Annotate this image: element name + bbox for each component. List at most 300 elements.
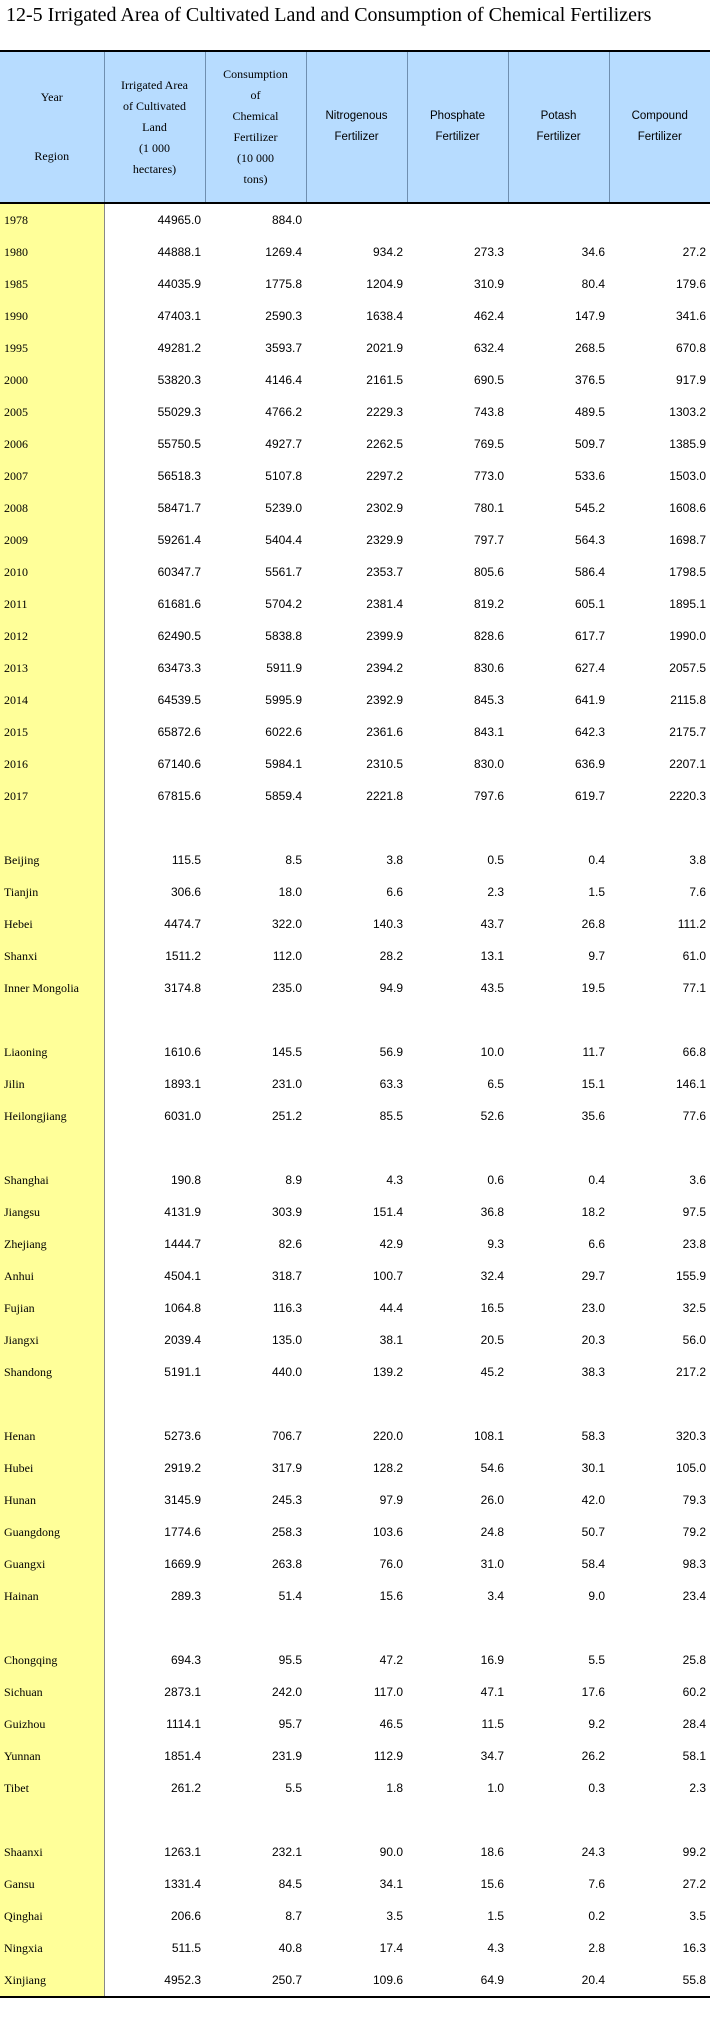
value-cell: 320.3 <box>675 1429 706 1443</box>
value-cell: 1511.2 <box>165 949 201 963</box>
empty-cell <box>104 1804 205 1836</box>
value-cell: 303.9 <box>271 1205 302 1219</box>
header-phosphate: Phosphate Fertilizer <box>407 51 508 203</box>
row-label: Tianjin <box>0 876 104 908</box>
value-cell: 15.1 <box>581 1077 605 1091</box>
row-label: 2014 <box>0 684 104 716</box>
row-label: Gansu <box>0 1868 104 1900</box>
value-cell: 4474.7 <box>164 917 201 931</box>
table-row <box>0 620 710 652</box>
value-cell: 206.6 <box>170 1909 201 1923</box>
value-cell: 1.0 <box>487 1781 504 1795</box>
value-cell: 84.5 <box>278 1877 302 1891</box>
value-cell: 1.5 <box>487 1909 504 1923</box>
value-cell: 1698.7 <box>669 533 706 547</box>
value-cell: 1608.6 <box>669 501 706 515</box>
value-cell: 55029.3 <box>157 405 201 419</box>
table-row <box>0 524 710 556</box>
value-cell: 3.6 <box>689 1173 706 1187</box>
value-cell: 586.4 <box>574 565 605 579</box>
value-cell: 147.9 <box>574 309 605 323</box>
value-cell: 318.7 <box>271 1269 302 1283</box>
value-cell: 3145.9 <box>164 1493 201 1507</box>
value-cell: 27.2 <box>682 245 706 259</box>
value-cell: 58471.7 <box>157 501 201 515</box>
value-cell: 49281.2 <box>157 341 201 355</box>
value-cell: 2207.1 <box>669 757 706 771</box>
value-cell: 845.3 <box>473 693 504 707</box>
value-cell: 251.2 <box>271 1109 302 1123</box>
empty-cell <box>104 1132 205 1164</box>
value-cell: 11.7 <box>582 1045 605 1059</box>
value-cell: 135.0 <box>271 1333 302 1347</box>
value-cell: 145.5 <box>271 1045 302 1059</box>
row-label: 2000 <box>0 364 104 396</box>
table-row <box>0 332 710 364</box>
value-cell: 29.7 <box>581 1269 605 1283</box>
value-cell: 35.6 <box>581 1109 605 1123</box>
row-label <box>0 812 104 844</box>
value-cell: 11.5 <box>481 1717 504 1731</box>
empty-cell <box>306 1804 407 1836</box>
row-label: Jiangsu <box>0 1196 104 1228</box>
value-cell: 7.6 <box>689 885 706 899</box>
value-cell: 7.6 <box>588 1877 605 1891</box>
value-cell: 545.2 <box>574 501 605 515</box>
empty-cell <box>609 1004 710 1036</box>
value-cell: 20.4 <box>508 1964 609 1997</box>
value-cell: 77.6 <box>682 1109 706 1123</box>
value-cell: 4.3 <box>386 1173 403 1187</box>
value-cell: 917.9 <box>675 373 706 387</box>
value-cell: 1775.8 <box>265 277 302 291</box>
value-cell: 5191.1 <box>164 1365 201 1379</box>
value-cell: 1798.5 <box>669 565 706 579</box>
value-cell: 6.6 <box>386 885 403 899</box>
header-consumption: Consumption of Chemical Fertilizer (10 000 tons) <box>205 51 306 203</box>
value-cell: 140.3 <box>372 917 403 931</box>
value-cell: 341.6 <box>675 309 706 323</box>
value-cell: 8.9 <box>285 1173 302 1187</box>
value-cell: 47.1 <box>480 1685 504 1699</box>
row-label <box>0 1004 104 1036</box>
value-cell: 3593.7 <box>265 341 302 355</box>
value-cell: 1638.4 <box>366 309 403 323</box>
table-header <box>0 51 710 203</box>
table-row <box>0 1676 710 1708</box>
value-cell: 797.7 <box>473 533 504 547</box>
value-cell: 4131.9 <box>164 1205 201 1219</box>
table-row <box>0 1580 710 1612</box>
value-cell: 235.0 <box>271 981 302 995</box>
row-label <box>0 1612 104 1644</box>
empty-cell <box>508 1612 609 1644</box>
row-label: Tibet <box>0 1772 104 1804</box>
value-cell: 2302.9 <box>366 501 403 515</box>
value-cell: 52.6 <box>480 1109 504 1123</box>
value-cell: 2.3 <box>689 1781 706 1795</box>
row-label: 1990 <box>0 300 104 332</box>
value-cell: 179.6 <box>675 277 706 291</box>
value-cell: 47403.1 <box>157 309 201 323</box>
value-cell: 641.9 <box>574 693 605 707</box>
value-cell: 1610.6 <box>164 1045 201 1059</box>
row-label: 2017 <box>0 780 104 812</box>
value-cell: 1.5 <box>588 885 605 899</box>
value-cell: 6031.0 <box>164 1109 201 1123</box>
value-cell: 38.3 <box>581 1365 605 1379</box>
table-row <box>0 1356 710 1388</box>
empty-cell <box>609 1388 710 1420</box>
value-cell: 80.4 <box>581 277 605 291</box>
value-cell: 97.9 <box>379 1493 403 1507</box>
value-cell: 111.2 <box>677 917 706 931</box>
value-cell: 627.4 <box>574 661 605 675</box>
row-label: 1985 <box>0 268 104 300</box>
value-cell: 310.9 <box>473 277 504 291</box>
value-cell: 322.0 <box>271 917 302 931</box>
row-label: 2011 <box>0 588 104 620</box>
value-cell: 17.6 <box>581 1685 605 1699</box>
table-row <box>0 492 710 524</box>
value-cell: 2220.3 <box>669 789 706 803</box>
value-cell: 23.4 <box>682 1589 706 1603</box>
value-cell: 26.2 <box>581 1749 605 1763</box>
empty-cell <box>407 1804 508 1836</box>
value-cell: 4766.2 <box>265 405 302 419</box>
value-cell: 3.8 <box>386 853 403 867</box>
empty-cell <box>609 812 710 844</box>
empty-cell <box>205 1004 306 1036</box>
table-row <box>0 268 710 300</box>
row-label: 2008 <box>0 492 104 524</box>
empty-cell <box>104 812 205 844</box>
value-cell: 1064.8 <box>164 1301 201 1315</box>
value-cell: 34.7 <box>480 1749 504 1763</box>
value-cell: 1893.1 <box>164 1077 201 1091</box>
value-cell: 46.5 <box>379 1717 403 1731</box>
value-cell: 66.8 <box>682 1045 706 1059</box>
value-cell: 103.6 <box>372 1525 403 1539</box>
row-label: 2005 <box>0 396 104 428</box>
row-label: Beijing <box>0 844 104 876</box>
row-label: Shaanxi <box>0 1836 104 1868</box>
row-label: Jiangxi <box>0 1324 104 1356</box>
empty-cell <box>609 1132 710 1164</box>
row-label: Guangxi <box>0 1548 104 1580</box>
value-cell: 26.8 <box>581 917 605 931</box>
value-cell: 31.0 <box>480 1557 504 1571</box>
value-cell: 0.2 <box>588 1909 605 1923</box>
table-row <box>0 684 710 716</box>
row-label: Heilongjiang <box>0 1100 104 1132</box>
value-cell: 0.3 <box>588 1781 605 1795</box>
value-cell: 511.5 <box>171 1941 201 1955</box>
spacer-row <box>0 1388 710 1420</box>
value-cell: 2021.9 <box>366 341 403 355</box>
value-cell: 2262.5 <box>366 437 403 451</box>
table-row <box>0 1708 710 1740</box>
value-cell: 462.4 <box>473 309 504 323</box>
table-row <box>0 1644 710 1676</box>
value-cell: 5.5 <box>285 1781 302 1795</box>
value-cell: 155.9 <box>675 1269 706 1283</box>
row-label: Qinghai <box>0 1900 104 1932</box>
value-cell: 884.0 <box>271 213 302 227</box>
value-cell: 5911.9 <box>266 661 302 675</box>
value-cell: 63473.3 <box>157 661 201 675</box>
value-cell: 18.0 <box>278 885 302 899</box>
value-cell: 94.9 <box>379 981 403 995</box>
value-cell: 1.8 <box>386 1781 403 1795</box>
value-cell: 97.5 <box>682 1205 706 1219</box>
table-body <box>0 203 710 1997</box>
table-row <box>0 556 710 588</box>
value-cell: 112.9 <box>373 1749 403 1763</box>
table-row <box>0 908 710 940</box>
value-cell: 564.3 <box>574 533 605 547</box>
value-cell: 317.9 <box>271 1461 302 1475</box>
value-cell: 289.3 <box>170 1589 201 1603</box>
table-row <box>0 1292 710 1324</box>
value-cell: 55750.5 <box>157 437 201 451</box>
value-cell: 4927.7 <box>265 437 302 451</box>
table-row <box>0 300 710 332</box>
value-cell: 1895.1 <box>669 597 706 611</box>
row-label: Hebei <box>0 908 104 940</box>
value-cell: 3.5 <box>386 1909 403 1923</box>
table-row <box>0 652 710 684</box>
value-cell: 17.4 <box>379 1941 403 1955</box>
value-cell: 533.6 <box>574 469 605 483</box>
table-row <box>0 1420 710 1452</box>
table-row <box>0 236 710 268</box>
header-region: Region <box>34 149 70 163</box>
value-cell: 3.8 <box>689 853 706 867</box>
row-label: Shanghai <box>0 1164 104 1196</box>
value-cell: 1990.0 <box>669 629 706 643</box>
value-cell: 128.2 <box>372 1461 403 1475</box>
value-cell: 64.9 <box>407 1964 508 1997</box>
empty-cell <box>609 1612 710 1644</box>
value-cell: 58.4 <box>581 1557 605 1571</box>
value-cell: 5273.6 <box>164 1429 201 1443</box>
row-label: Shanxi <box>0 940 104 972</box>
empty-cell <box>609 1804 710 1836</box>
value-cell: 9.2 <box>588 1717 605 1731</box>
value-cell: 116.3 <box>272 1301 302 1315</box>
value-cell: 19.5 <box>581 981 605 995</box>
empty-cell <box>205 812 306 844</box>
table-row <box>0 972 710 1004</box>
spacer-row <box>0 1132 710 1164</box>
value-cell: 18.6 <box>480 1845 504 1859</box>
value-cell: 261.2 <box>170 1781 201 1795</box>
value-cell: 2039.4 <box>164 1333 201 1347</box>
empty-cell <box>205 1804 306 1836</box>
value-cell: 58.1 <box>682 1749 706 1763</box>
row-label: 2013 <box>0 652 104 684</box>
value-cell: 64539.5 <box>157 693 201 707</box>
value-cell: 1114.1 <box>166 1717 201 1731</box>
value-cell: 20.3 <box>581 1333 605 1347</box>
value-cell: 268.5 <box>574 341 605 355</box>
table-row <box>0 748 710 780</box>
empty-cell <box>306 1612 407 1644</box>
value-cell: 605.1 <box>574 597 605 611</box>
fertilizer-table <box>0 50 710 1998</box>
row-label: Hainan <box>0 1580 104 1612</box>
value-cell: 242.0 <box>271 1685 302 1699</box>
empty-cell <box>407 1388 508 1420</box>
value-cell: 34.1 <box>379 1877 403 1891</box>
value-cell: 5995.9 <box>265 693 302 707</box>
value-cell: 642.3 <box>574 725 605 739</box>
value-cell: 95.5 <box>278 1653 302 1667</box>
row-label: Jilin <box>0 1068 104 1100</box>
value-cell: 440.0 <box>271 1365 302 1379</box>
empty-cell <box>508 1388 609 1420</box>
empty-cell <box>508 1804 609 1836</box>
value-cell: 217.2 <box>675 1365 706 1379</box>
value-cell: 95.7 <box>278 1717 302 1731</box>
value-cell <box>306 203 407 236</box>
row-label: Hubei <box>0 1452 104 1484</box>
value-cell: 2.3 <box>487 885 504 899</box>
value-cell: 828.6 <box>473 629 504 643</box>
header-potash: Potash Fertilizer <box>508 51 609 203</box>
value-cell: 50.7 <box>581 1525 605 1539</box>
value-cell: 117.0 <box>373 1685 403 1699</box>
value-cell: 38.1 <box>379 1333 403 1347</box>
value-cell: 2399.9 <box>366 629 403 643</box>
value-cell: 32.5 <box>682 1301 706 1315</box>
value-cell: 55.8 <box>609 1964 710 1997</box>
value-cell: 1669.9 <box>164 1557 201 1571</box>
row-label: 2012 <box>0 620 104 652</box>
row-label: Henan <box>0 1420 104 1452</box>
empty-cell <box>407 1132 508 1164</box>
table-row <box>0 396 710 428</box>
value-cell: 830.6 <box>473 661 504 675</box>
value-cell: 231.9 <box>271 1749 302 1763</box>
value-cell: 25.8 <box>682 1653 706 1667</box>
empty-cell <box>508 1132 609 1164</box>
table-row <box>0 1164 710 1196</box>
value-cell: 100.7 <box>372 1269 403 1283</box>
value-cell: 5984.1 <box>265 757 302 771</box>
value-cell: 79.3 <box>682 1493 706 1507</box>
value-cell: 105.0 <box>675 1461 706 1475</box>
row-label: Fujian <box>0 1292 104 1324</box>
value-cell: 5107.8 <box>265 469 302 483</box>
row-label: Shandong <box>0 1356 104 1388</box>
value-cell: 79.2 <box>682 1525 706 1539</box>
empty-cell <box>306 1388 407 1420</box>
value-cell: 108.1 <box>473 1429 504 1443</box>
value-cell: 8.5 <box>285 853 302 867</box>
value-cell: 2329.9 <box>366 533 403 547</box>
table-row <box>0 1196 710 1228</box>
row-label: 2015 <box>0 716 104 748</box>
table-row <box>0 1740 710 1772</box>
value-cell <box>508 203 609 236</box>
value-cell: 53820.3 <box>157 373 201 387</box>
value-cell: 4.3 <box>487 1941 504 1955</box>
empty-cell <box>205 1612 306 1644</box>
value-cell: 139.2 <box>372 1365 403 1379</box>
value-cell: 30.1 <box>581 1461 605 1475</box>
value-cell: 4952.3 <box>104 1964 205 1997</box>
table-row <box>0 876 710 908</box>
value-cell: 99.2 <box>682 1845 706 1859</box>
value-cell: 42.0 <box>581 1493 605 1507</box>
value-cell: 3.4 <box>487 1589 504 1603</box>
value-cell: 56.9 <box>379 1045 403 1059</box>
value-cell: 2392.9 <box>366 693 403 707</box>
value-cell: 44965.0 <box>157 213 201 227</box>
value-cell: 2229.3 <box>366 405 403 419</box>
value-cell: 27.2 <box>682 1877 706 1891</box>
value-cell: 805.6 <box>473 565 504 579</box>
value-cell: 26.0 <box>480 1493 504 1507</box>
value-cell: 56.0 <box>682 1333 706 1347</box>
value-cell: 18.2 <box>581 1205 605 1219</box>
value-cell: 830.0 <box>473 757 504 771</box>
table-title: 12-5 Irrigated Area of Cultivated Land and Consumption of Chemical Fertilizers <box>6 4 652 26</box>
empty-cell <box>508 1004 609 1036</box>
table-row <box>0 1516 710 1548</box>
value-cell: 77.1 <box>682 981 706 995</box>
value-cell: 5561.7 <box>265 565 302 579</box>
value-cell: 32.4 <box>480 1269 504 1283</box>
value-cell: 1385.9 <box>669 437 706 451</box>
value-cell: 5704.2 <box>265 597 302 611</box>
row-label <box>0 1388 104 1420</box>
value-cell: 65872.6 <box>157 725 201 739</box>
table-row <box>0 1228 710 1260</box>
value-cell <box>407 203 508 236</box>
value-cell: 58.3 <box>581 1429 605 1443</box>
value-cell: 780.1 <box>473 501 504 515</box>
row-label: Guizhou <box>0 1708 104 1740</box>
empty-cell <box>306 1004 407 1036</box>
value-cell: 5404.4 <box>265 533 302 547</box>
value-cell: 819.2 <box>473 597 504 611</box>
table-row <box>0 364 710 396</box>
value-cell: 43.7 <box>480 917 504 931</box>
value-cell: 934.2 <box>372 245 403 259</box>
row-label: 1978 <box>0 203 104 236</box>
empty-cell <box>104 1388 205 1420</box>
empty-cell <box>407 1004 508 1036</box>
row-label: Chongqing <box>0 1644 104 1676</box>
value-cell <box>609 203 710 236</box>
table-row <box>0 844 710 876</box>
value-cell: 5859.4 <box>265 789 302 803</box>
value-cell: 61681.6 <box>157 597 201 611</box>
header-irrigated-area: Irrigated Area of Cultivated Land (1 000 hectares) <box>104 51 205 203</box>
table-row <box>0 1452 710 1484</box>
value-cell: 2297.2 <box>366 469 403 483</box>
value-cell: 632.4 <box>473 341 504 355</box>
value-cell: 2057.5 <box>669 661 706 675</box>
value-cell: 59261.4 <box>157 533 201 547</box>
value-cell: 54.6 <box>480 1461 504 1475</box>
table-row <box>0 1964 710 1997</box>
value-cell: 47.2 <box>379 1653 403 1667</box>
table-row <box>0 1548 710 1580</box>
